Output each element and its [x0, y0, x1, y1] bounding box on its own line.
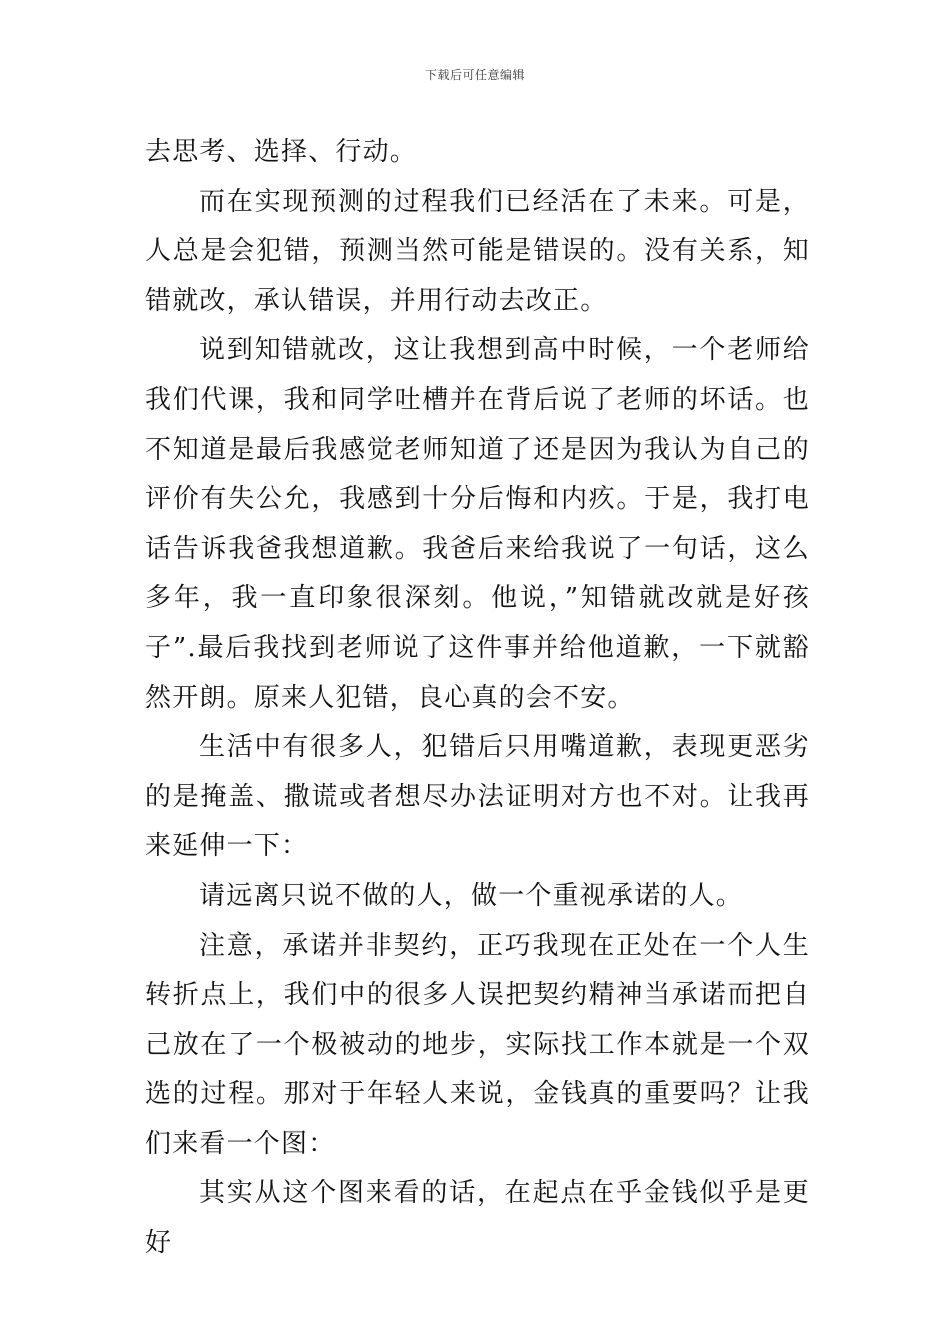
- paragraph: 生活中有很多人，犯错后只用嘴道歉，表现更恶劣的是掩盖、撒谎或者想尽办法证明对方也不对。让我再来延伸一下：: [145, 732, 810, 862]
- paragraph: 而在实现预测的过程我们已经活在了未来。可是，人总是会犯错，预测当然可能是错误的。没有关系，知错就改，承认错误，并用行动去改正。: [145, 186, 810, 316]
- paragraph: 请远离只说不做的人，做一个重视承诺的人。: [199, 880, 744, 911]
- paragraph: 其实从这个图来看的话，在起点在乎金钱似乎是更好: [145, 1178, 810, 1259]
- document-body: [145, 128, 810, 1269]
- paragraph: 说到知错就改，这让我想到高中时候，一个老师给我们代课，我和同学吐槽并在背后说了老师的坏话。也不知道是最后我感觉老师知道了还是因为我认为自己的评价有失公允，我感到十分后悔和内疚。于是，我打电话告诉我爸我想道歉。我爸后来给我说了一句话，这么多年，我一直印象很深刻。他说，”知错就改就是好孩子”.最后我找到老师说了这件事并给他道歉，一下就豁然开朗。原来人犯错，良心真的会不安。: [145, 335, 810, 713]
- page-header: 下载后可任意编辑: [424, 68, 525, 82]
- paragraph: 注意，承诺并非契约，正巧我现在正处在一个人生转折点上，我们中的很多人误把契约精神当承诺而把自己放在了一个极被动的地步，实际找工作本就是一个双选的过程。那对于年轻人来说，金钱真的重要吗？让我们来看一个图：: [145, 930, 810, 1159]
- paragraph: 去思考、选择、行动。: [145, 137, 418, 167]
